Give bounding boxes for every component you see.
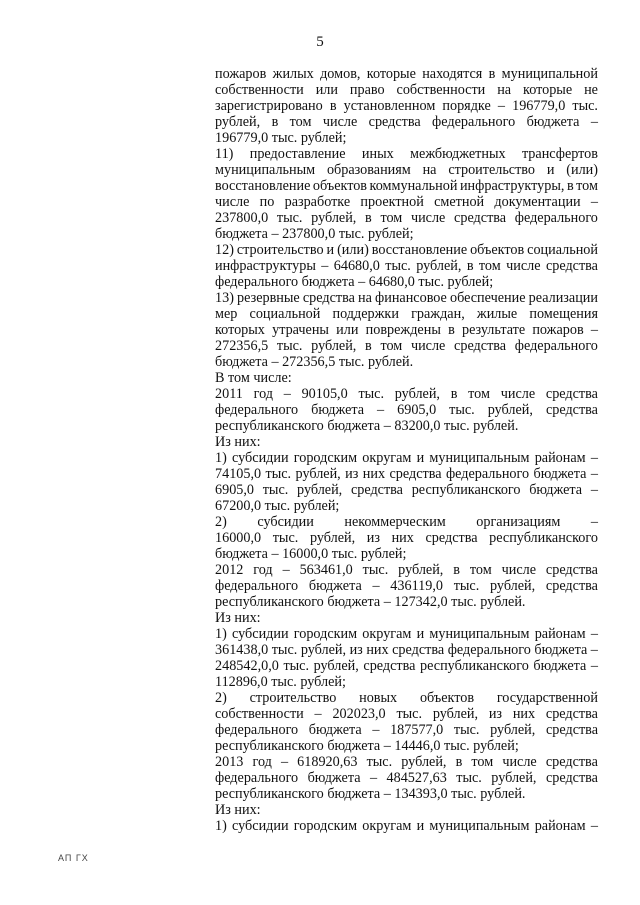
word: 74105,0 <box>215 466 262 482</box>
word: реализации <box>528 290 598 306</box>
word: 361438,0 <box>215 642 269 658</box>
text-line: 112896,0 тыс. рублей; <box>215 674 346 690</box>
word: городским <box>293 450 358 466</box>
word: – <box>590 642 598 658</box>
word: федерального <box>215 770 299 786</box>
word: средства <box>545 754 598 770</box>
word: в <box>566 178 574 194</box>
word: социальной <box>249 306 321 322</box>
word: средства <box>454 338 507 354</box>
text-line <box>215 386 598 402</box>
text-line <box>215 306 598 322</box>
word: трансфертов <box>521 146 598 162</box>
word: тыс. <box>385 258 411 274</box>
text-line <box>215 146 598 162</box>
word: год <box>252 754 272 770</box>
word: по <box>259 194 275 210</box>
word: собственности <box>215 82 304 98</box>
word: и <box>416 450 425 466</box>
word: бюджета <box>307 770 361 786</box>
word: граждан, <box>411 306 465 322</box>
word: – <box>283 386 291 402</box>
word: рублей, <box>311 210 357 226</box>
word: средства <box>545 386 598 402</box>
word: 11) <box>215 146 234 162</box>
text-line <box>215 114 598 130</box>
word: из <box>349 642 363 658</box>
word: которые <box>366 66 416 82</box>
word: которые <box>523 82 573 98</box>
word: – <box>590 322 598 338</box>
text-line <box>215 514 598 530</box>
text-line <box>215 578 598 594</box>
text-line: Из них: <box>215 434 261 450</box>
word: повреждены <box>365 322 441 338</box>
word: или <box>336 322 359 338</box>
word: рублей, <box>295 466 341 482</box>
word: – <box>314 706 322 722</box>
word: или <box>315 82 338 98</box>
word: них <box>512 706 536 722</box>
word: средства <box>368 114 421 130</box>
word: тыс. <box>396 706 423 722</box>
text-line <box>215 466 598 482</box>
word: числе <box>502 754 537 770</box>
word: и <box>416 626 425 642</box>
word: на <box>422 162 437 178</box>
word: – <box>377 402 385 418</box>
word: межбюджетных <box>410 146 506 162</box>
word: некоммерческим <box>344 514 446 530</box>
word: тыс. <box>449 402 475 418</box>
text-block <box>215 66 598 834</box>
word: поддержки <box>332 306 399 322</box>
word: из <box>488 706 503 722</box>
word: тыс. <box>362 562 389 578</box>
word: – <box>590 818 598 834</box>
word: в <box>453 562 460 578</box>
word: округам <box>362 626 412 642</box>
word: год <box>253 562 273 578</box>
word: результате <box>461 322 526 338</box>
word: в <box>329 98 337 114</box>
word: установленном <box>343 98 436 114</box>
word: объектов <box>419 690 475 706</box>
word: рублей, <box>313 658 359 674</box>
text-line: В том числе: <box>215 370 292 386</box>
word: 13) <box>215 290 234 306</box>
footer-code: АП ГХ <box>58 853 89 863</box>
word: жилые <box>476 306 518 322</box>
word: из <box>345 466 359 482</box>
word: рублей, <box>215 114 261 130</box>
word: тыс. <box>276 210 303 226</box>
word: тыс. <box>272 530 299 546</box>
word: пожаров <box>215 66 267 82</box>
word: районам <box>534 818 586 834</box>
word: образованиям <box>326 162 411 178</box>
word: (или) <box>566 162 598 178</box>
word: тыс. <box>366 754 393 770</box>
word: них <box>366 642 389 658</box>
word: средства <box>454 210 507 226</box>
word: них <box>391 530 414 546</box>
word: республиканского <box>420 658 529 674</box>
word: 202023,0 <box>332 706 386 722</box>
word: 12) <box>215 242 234 258</box>
word: муниципальным <box>429 626 530 642</box>
text-line <box>215 66 598 82</box>
word: республиканского <box>489 530 598 546</box>
word: бюджета <box>533 658 587 674</box>
text-line <box>215 242 598 258</box>
word: – <box>321 258 329 274</box>
text-line: Из них: <box>215 610 261 626</box>
text-line <box>215 258 598 274</box>
word: пожаров <box>532 322 584 338</box>
word: тыс. <box>276 338 303 354</box>
word: бюджета <box>526 114 580 130</box>
word: в <box>271 114 279 130</box>
word: средства <box>545 578 598 594</box>
word: 1) <box>215 626 227 642</box>
word: том <box>478 258 501 274</box>
word: находятся <box>422 66 483 82</box>
word: том <box>576 178 598 194</box>
word: бюджета <box>308 578 362 594</box>
word: федерального <box>432 114 516 130</box>
word: документации <box>494 194 581 210</box>
word: объектов <box>312 178 368 194</box>
word: собственности <box>396 82 486 98</box>
word: 6905,0 <box>397 402 437 418</box>
word: рублей, <box>401 754 447 770</box>
text-line <box>215 178 598 194</box>
word: рублей, <box>297 482 343 498</box>
text-line <box>215 98 598 114</box>
word: из <box>366 530 380 546</box>
word: 6905,0 <box>215 482 255 498</box>
text-line <box>215 706 598 722</box>
word: организациям <box>476 514 561 530</box>
text-line <box>215 162 598 178</box>
word: – <box>590 450 598 466</box>
word: инфраструктуры <box>215 258 316 274</box>
word: мер <box>215 306 238 322</box>
word: том <box>468 386 490 402</box>
text-line: республиканского бюджета – 14446,0 тыс. рублей; <box>215 738 519 754</box>
word: – <box>590 114 598 130</box>
word: на <box>358 290 372 306</box>
word: – <box>280 754 289 770</box>
word: тыс. <box>453 578 480 594</box>
word: бюджета <box>308 722 362 738</box>
word: 436119,0 <box>390 578 443 594</box>
word: федерального <box>514 338 598 354</box>
word: бюджета <box>311 402 365 418</box>
text-line: республиканского бюджета – 83200,0 тыс. рублей. <box>215 418 519 434</box>
word: 237800,0 <box>215 210 269 226</box>
text-line <box>215 402 598 418</box>
word: в <box>450 386 458 402</box>
word: 248542,0,0 <box>215 658 279 674</box>
word: числе <box>322 114 358 130</box>
word: бюджета <box>529 482 583 498</box>
word: и <box>326 242 335 258</box>
text-line <box>215 322 598 338</box>
word: инфраструктуры, <box>459 178 565 194</box>
word: 1) <box>215 818 227 834</box>
word: числе <box>500 386 536 402</box>
word: 90105,0 <box>301 386 348 402</box>
word: федерального <box>215 722 299 738</box>
word: тыс. <box>271 642 298 658</box>
text-line: бюджета – 16000,0 тыс. рублей; <box>215 546 407 562</box>
text-line <box>215 82 598 98</box>
word: разработке <box>284 194 351 210</box>
word: 16000,0 <box>215 530 262 546</box>
word: бюджета <box>534 642 588 658</box>
word: рублей, <box>490 722 536 738</box>
word: рублей, <box>432 706 479 722</box>
word: в <box>365 338 372 354</box>
word: средства <box>545 258 598 274</box>
word: городским <box>293 818 358 834</box>
word: числе <box>410 338 446 354</box>
word: – <box>590 194 598 210</box>
word: в <box>455 754 463 770</box>
word: в <box>488 66 496 82</box>
document-body <box>215 66 598 834</box>
word: домов, <box>320 66 361 82</box>
word: рублей, <box>398 562 444 578</box>
word: финансовое <box>375 290 447 306</box>
word: резервные <box>237 290 300 306</box>
text-line <box>215 338 598 354</box>
word: 2) <box>215 514 227 530</box>
word: – <box>497 98 505 114</box>
word: тыс. <box>265 466 292 482</box>
word: числе <box>215 194 250 210</box>
word: средства <box>350 482 403 498</box>
word: рублей, <box>309 530 356 546</box>
text-line: бюджета – 272356,5 тыс. рублей. <box>215 354 414 370</box>
text-line <box>215 482 598 498</box>
text-line: бюджета – 237800,0 тыс. рублей; <box>215 226 414 242</box>
word: том <box>469 562 492 578</box>
word: них <box>362 466 386 482</box>
word: – <box>590 482 598 498</box>
word: строительство <box>236 242 324 258</box>
word: 618920,63 <box>297 754 358 770</box>
word: 2013 <box>215 754 244 770</box>
word: 563461,0 <box>299 562 353 578</box>
word: которых <box>215 322 265 338</box>
word: муниципальной <box>501 66 598 82</box>
word: объектов <box>470 242 525 258</box>
word: – <box>372 578 380 594</box>
word: тыс. <box>283 658 310 674</box>
word: рублей, <box>487 402 533 418</box>
word: муниципальным <box>429 818 530 834</box>
text-line <box>215 770 598 786</box>
word: субсидии <box>232 626 289 642</box>
word: (или) <box>337 242 369 258</box>
text-line <box>215 754 598 770</box>
word: средства <box>425 530 478 546</box>
word: предоставление <box>249 146 346 162</box>
word: рублей, <box>300 642 347 658</box>
word: – <box>590 466 598 482</box>
word: средства <box>363 658 416 674</box>
word: помещения <box>529 306 598 322</box>
word: не <box>584 82 598 98</box>
text-line <box>215 210 598 226</box>
word: федерального <box>447 642 531 658</box>
word: рублей, <box>416 258 462 274</box>
word: средства <box>392 642 445 658</box>
word: в <box>365 210 372 226</box>
word: субсидии <box>257 514 314 530</box>
text-line <box>215 562 598 578</box>
word: районам <box>534 450 586 466</box>
word: иных <box>361 146 394 162</box>
word: 196779,0 <box>512 98 566 114</box>
word: федерального <box>514 210 598 226</box>
word: новых <box>359 690 398 706</box>
word: средства <box>302 290 355 306</box>
text-line: федерального бюджета – 64680,0 тыс. рублей; <box>215 274 494 290</box>
word: – <box>590 514 598 530</box>
word: в <box>466 258 474 274</box>
word: округам <box>362 818 412 834</box>
word: строительство <box>249 690 337 706</box>
word: – <box>590 626 598 642</box>
word: 187577,0 <box>390 722 444 738</box>
word: числе <box>506 258 541 274</box>
word: рублей, <box>311 338 357 354</box>
word: восстановление <box>371 242 468 258</box>
word: том <box>380 210 403 226</box>
word: 2) <box>215 690 227 706</box>
word: 1) <box>215 450 227 466</box>
word: районам <box>534 626 586 642</box>
word: сметной <box>434 194 485 210</box>
word: 2011 <box>215 386 243 402</box>
word: 484527,63 <box>386 770 447 786</box>
text-line <box>215 290 598 306</box>
word: федерального <box>445 466 530 482</box>
text-line <box>215 818 598 834</box>
word: тыс. <box>456 770 482 786</box>
word: том <box>289 114 312 130</box>
word: год <box>253 386 273 402</box>
text-line <box>215 658 598 674</box>
word: средства <box>545 402 598 418</box>
word: федерального <box>215 578 299 594</box>
word: зарегистрировано <box>215 98 323 114</box>
word: средства <box>545 562 598 578</box>
text-line: Из них: <box>215 802 261 818</box>
text-line <box>215 722 598 738</box>
word: обеспечение <box>449 290 526 306</box>
word: тыс. <box>262 482 289 498</box>
word: 64680,0 <box>333 258 380 274</box>
word: числе <box>501 562 537 578</box>
word: – <box>372 722 380 738</box>
word: социальной <box>527 242 598 258</box>
word: тыс. <box>358 386 385 402</box>
page-number: 5 <box>316 34 324 50</box>
word: рублей, <box>491 770 537 786</box>
word: и <box>416 818 425 834</box>
word: муниципальным <box>215 162 316 178</box>
word: округам <box>362 450 412 466</box>
word: коммунальной <box>369 178 458 194</box>
word: 2012 <box>215 562 244 578</box>
word: республиканского <box>411 482 521 498</box>
word: том <box>380 338 403 354</box>
word: на <box>497 82 512 98</box>
word: средства <box>389 466 442 482</box>
word: том <box>471 754 494 770</box>
text-line <box>215 642 598 658</box>
word: рублей, <box>490 578 536 594</box>
word: рублей, <box>394 386 440 402</box>
word: собственности <box>215 706 304 722</box>
word: утрачены <box>272 322 329 338</box>
word: муниципальным <box>429 450 530 466</box>
word: средства <box>545 706 598 722</box>
word: субсидии <box>232 818 289 834</box>
word: числе <box>410 210 446 226</box>
word: федерального <box>215 402 299 418</box>
word: – <box>282 562 290 578</box>
word: средства <box>545 722 598 738</box>
text-line <box>215 690 598 706</box>
word: – <box>369 770 378 786</box>
word: бюджета <box>533 466 587 482</box>
word: проектной <box>360 194 424 210</box>
word: и <box>546 162 555 178</box>
word: 272356,5 <box>215 338 269 354</box>
word: тыс. <box>572 98 598 114</box>
word: субсидии <box>232 450 289 466</box>
word: государственной <box>496 690 598 706</box>
word: порядке <box>442 98 491 114</box>
text-line: 67200,0 тыс. рублей; <box>215 498 340 514</box>
word: городским <box>293 626 358 642</box>
text-line: республиканского бюджета – 134393,0 тыс. рублей. <box>215 786 526 802</box>
word: право <box>349 82 385 98</box>
word: строительство <box>448 162 536 178</box>
text-line <box>215 450 598 466</box>
word: средства <box>545 770 598 786</box>
word: в <box>448 322 455 338</box>
text-line <box>215 626 598 642</box>
word: восстановление <box>215 178 311 194</box>
text-line <box>215 530 598 546</box>
text-line <box>215 194 598 210</box>
word: жилых <box>272 66 314 82</box>
word: – <box>590 658 598 674</box>
text-line: республиканского бюджета – 127342,0 тыс. рублей. <box>215 594 526 610</box>
text-line: 196779,0 тыс. рублей; <box>215 130 347 146</box>
word: тыс. <box>453 722 480 738</box>
